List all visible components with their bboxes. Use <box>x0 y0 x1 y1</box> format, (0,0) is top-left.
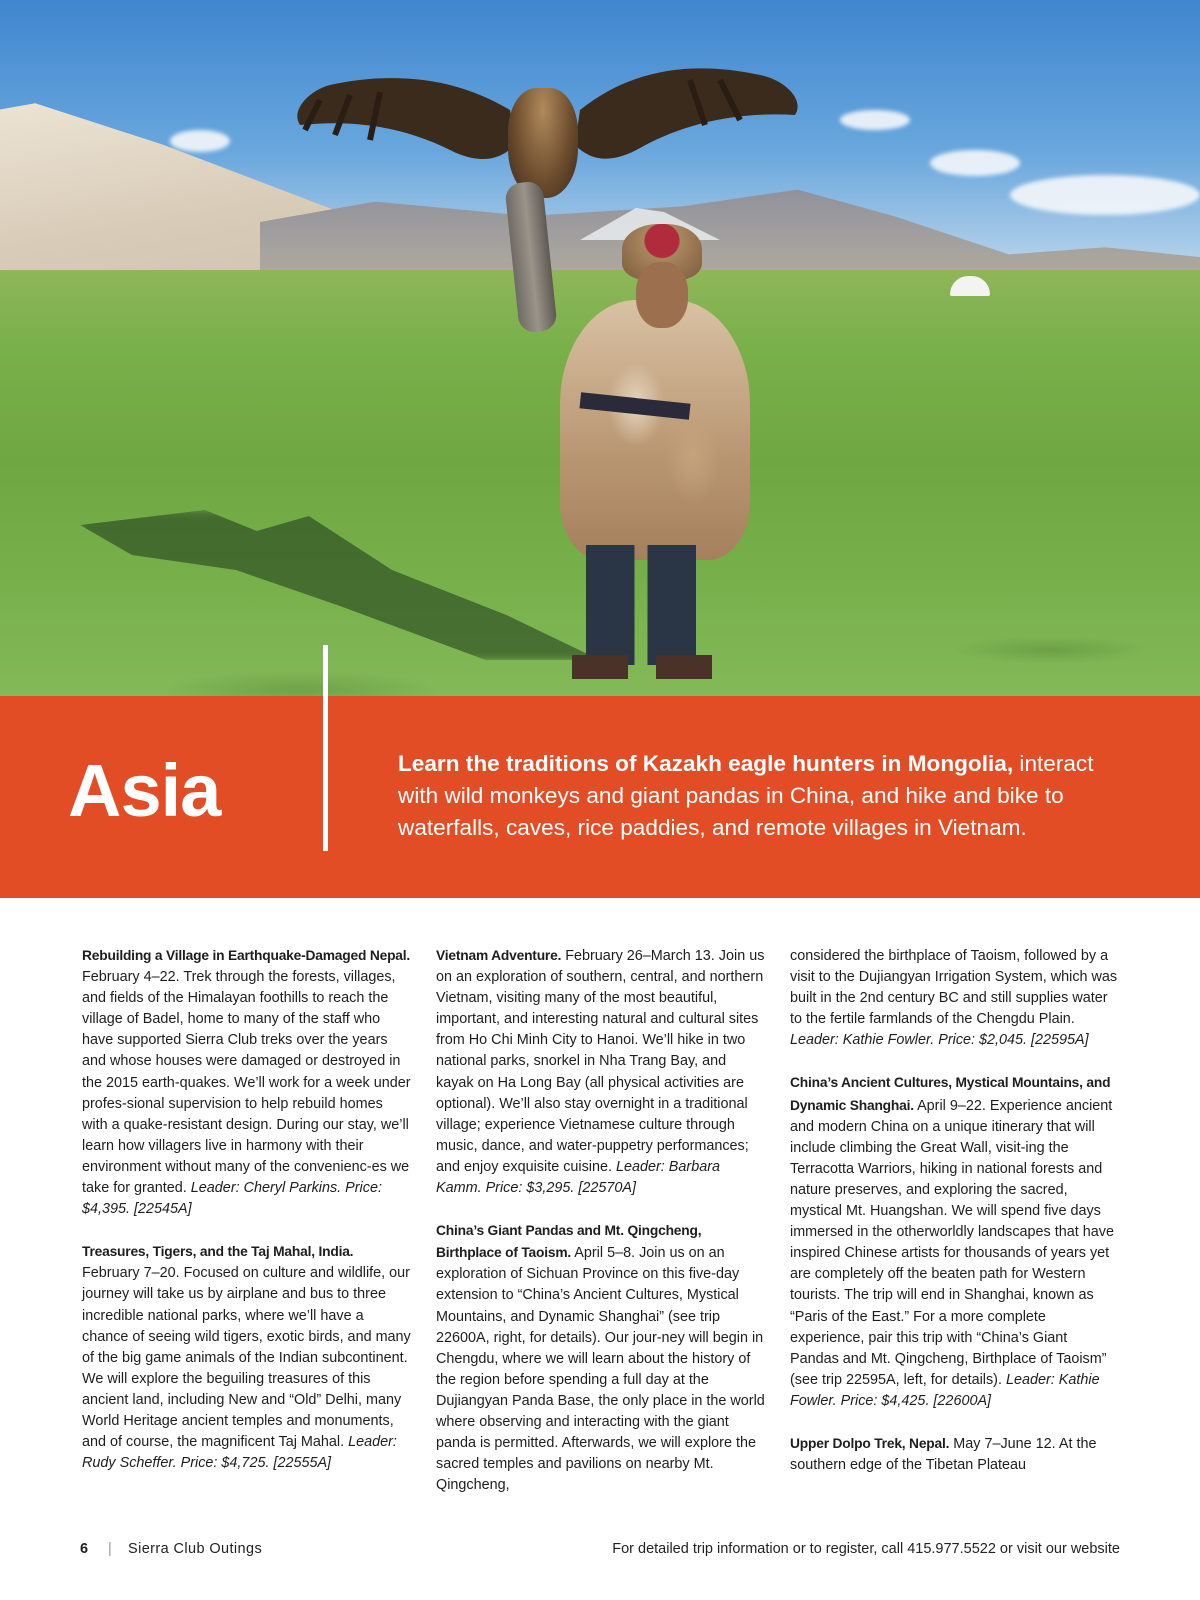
trip-listing <box>790 1433 1120 1476</box>
cloud <box>840 110 910 130</box>
hunter-face <box>636 262 688 328</box>
intro-rest: interact with wild monkeys and giant pandas in China, and hike and bike to waterfalls, caves, rice paddies, and remote villages in Vietnam. <box>398 751 1094 840</box>
cloud <box>170 130 230 152</box>
trip-listing <box>436 945 766 1199</box>
trip-description: February 7–20. Focused on culture and wildlife, our journey will take us by airplane and bus to three incredible national parks, where we’ll have a chance of seeing wild tigers, exotic birds, and many of the big game animals of the Indian subcontinent. We will explore the beguiling treasures of this ancient land, including New and “Old” Delhi, many World Heritage ancient temples and monuments, and of course, the magnificent Taj Mahal. <box>82 1265 411 1451</box>
cloud <box>930 150 1020 176</box>
trip-description: February 4–22. Trek through the forests, villages, and fields of the Himalayan foothills to reach the village of Badel, home to many of the staff who have supported Sierra Club treks over the years and whose houses were damaged or destroyed in the 2015 earth-quakes. We’ll work for a week under profes-sional supervision to help rebuild homes with a quake-resistant design. During our stay, we’ll learn how villagers live in harmony with their environment without many of the convenienc-es we take for granted. <box>82 969 411 1197</box>
column-1 <box>82 945 412 1474</box>
region-intro <box>398 748 1118 844</box>
trip-leader-price: Leader: Cheryl Parkins. Price: $4,395. [22545A] <box>82 1180 382 1218</box>
hero-photo-eagle-hunter <box>0 0 1200 696</box>
trip-title: Vietnam Adventure. <box>436 948 562 963</box>
trip-title: China’s Ancient Cultures, Mystical Mountains, and Dynamic Shanghai. <box>790 1075 1111 1113</box>
column-2 <box>436 945 766 1496</box>
page-number: 6 <box>80 1541 89 1557</box>
trip-description: considered the birthplace of Taoism, followed by a visit to the Dujiangyan Irrigation System, which was built in the 2nd century BC and still supplies water to the fertile farmlands of the Chengdu Plain. <box>790 948 1118 1028</box>
fur-coat <box>560 300 750 560</box>
trip-listing <box>790 1072 1120 1412</box>
trip-listing <box>82 945 412 1220</box>
cloud <box>1010 175 1200 215</box>
trip-listing <box>82 1241 412 1474</box>
footer-contact-info: For detailed trip information or to register, call 415.977.5522 or visit our website <box>612 1541 1120 1557</box>
eagle <box>508 88 578 198</box>
publication-name: Sierra Club Outings <box>128 1541 263 1557</box>
trip-title: Upper Dolpo Trek, Nepal. <box>790 1435 950 1451</box>
footer-separator: | <box>108 1541 112 1557</box>
intro-lead: Learn the traditions of Kazakh eagle hunters in Mongolia, <box>398 751 1014 776</box>
trip-listing <box>436 1220 766 1496</box>
hunter-boots <box>572 655 712 679</box>
trip-leader-price: Leader: Kathie Fowler. Price: $4,425. [22600A] <box>790 1371 1100 1409</box>
hunter-legs <box>586 545 696 665</box>
trip-description: February 26–March 13. Join us on an exploration of southern, central, and northern Vietnam, visiting many of the most beautiful, important, and interesting natural and cultural sites from Ho Chi Minh City to Hanoi. We’ll hike in two national parks, snorkel in Nha Trang Bay, and kayak on Ha Long Bay (all physical activities are optional). We’ll also stay overnight in a traditional village; experience Vietnamese culture through music, dance, and water-puppetry performances; and enjoy exquisite cuisine. <box>436 948 765 1175</box>
trip-title: Rebuilding a Village in Earthquake-Damaged Nepal. <box>82 948 411 963</box>
trip-title: China’s Giant Pandas and Mt. Qingcheng, Birthplace of Taoism. <box>436 1223 702 1261</box>
trip-leader-price: Leader: Rudy Scheffer. Price: $4,725. [22555A] <box>82 1434 397 1472</box>
column-3 <box>790 945 1120 1476</box>
trip-description: April 5–8. Join us on an exploration of Sichuan Province on this five-day extension to “China’s Ancient Cultures, Mystical Mountains, and Dynamic Shanghai” (see trip 22600A, right, for details). Our jour-ney will begin in Chengdu, where we will learn about the history of the region before spending a full day at the Dujiangyan Panda Base, the only place in the world where observing and interacting with the giant panda is permitted. Afterwards, we will explore the sacred temples and pavilions on nearby Mt. Qingcheng, <box>436 1245 765 1494</box>
trip-description: May 7–June 12. At the southern edge of the Tibetan Plateau <box>790 1435 1097 1474</box>
trip-leader-price: Leader: Barbara Kamm. Price: $3,295. [22570A] <box>436 1158 721 1197</box>
trip-description: April 9–22. Experience ancient and modern China on a unique itinerary that will include climbing the Great Wall, visit-ing the Terracotta Warriors, hiking in national forests and nature preserves, and exploring the sacred, mystical Mt. Huangshan. We will spend five days immersed in the otherworldly landscapes that have inspired Chinese artists for thousands of years yet are completely off the beaten path for Western tourists. The trip will end in Shanghai, known as “Paris of the East.” For a more complete experience, pair this trip with “China’s Giant Pandas and Mt. Qingcheng, Birthplace of Taoism” (see trip 22595A, left, for details). <box>790 1097 1114 1388</box>
region-title: Asia <box>68 749 221 832</box>
trip-title: Treasures, Tigers, and the Taj Mahal, India. <box>82 1244 354 1260</box>
trip-leader-price: Leader: Kathie Fowler. Price: $2,045. [22595A] <box>790 1032 1089 1049</box>
trip-listing-continued <box>790 945 1120 1051</box>
banner-divider <box>323 645 328 851</box>
